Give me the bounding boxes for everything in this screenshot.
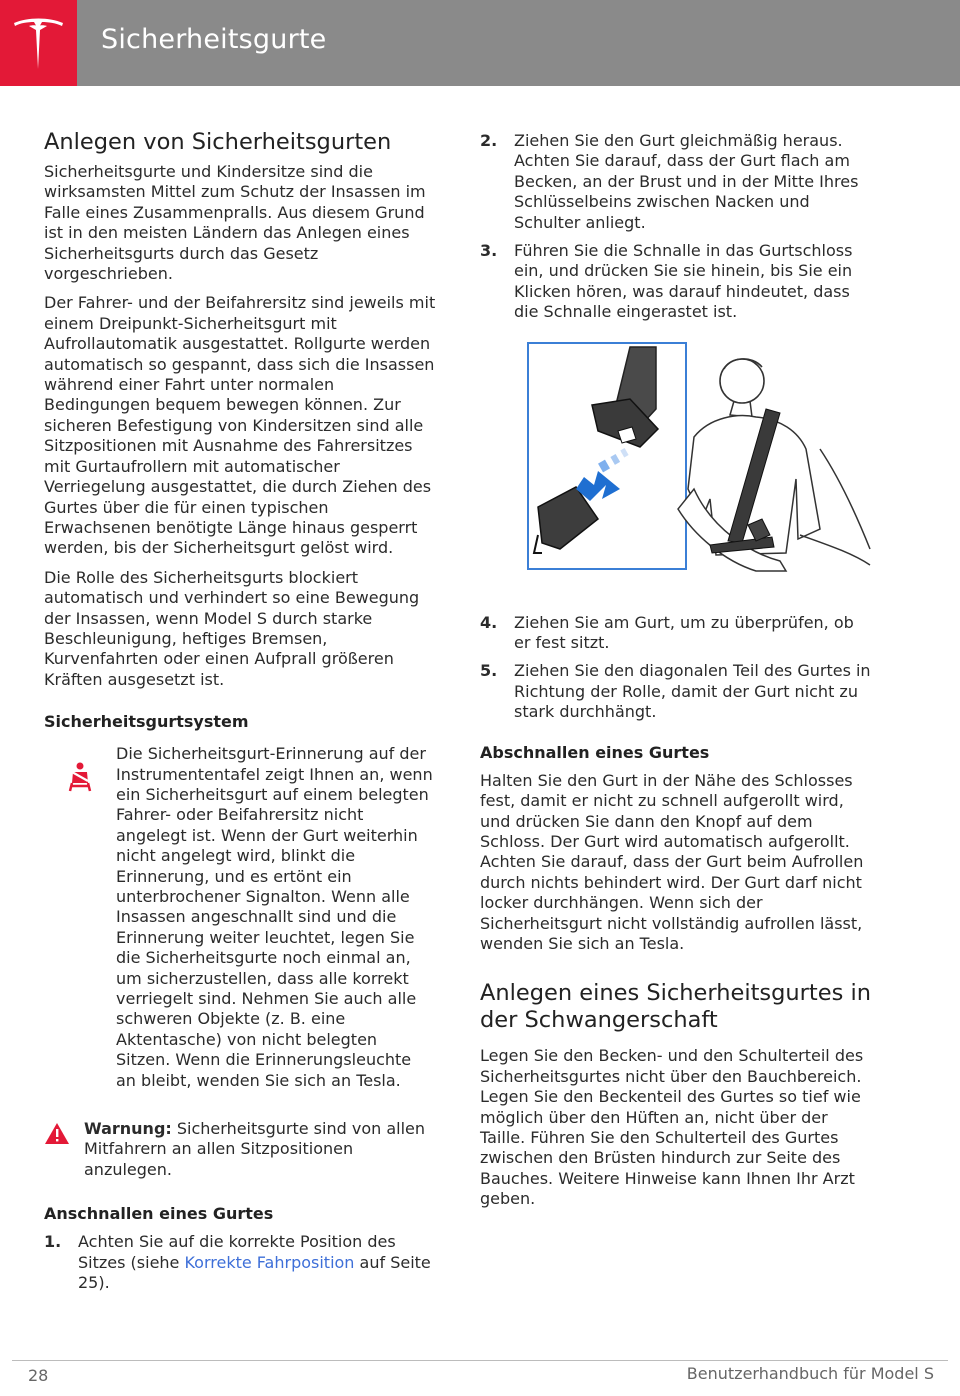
page-title: Sicherheitsgurte: [101, 24, 327, 55]
reminder-note: [44, 744, 436, 1091]
page-number: 28: [28, 1366, 49, 1385]
step-text: Führen Sie die Schnalle in das Gurtschloss ein, und drücken Sie sie hinein, bis Sie ein Klicken hören, was darauf hindeutet, dass die Schnalle eingerastet ist.: [514, 241, 853, 322]
step-text: Ziehen Sie am Gurt, um zu überprüfen, ob er fest sitzt.: [514, 612, 854, 653]
step-item: [480, 241, 872, 323]
left-column: [44, 128, 436, 1302]
step-number: 4.: [480, 612, 498, 632]
page-header: [0, 0, 960, 86]
reminder-note-text: Die Sicherheitsgurt-Erinnerung auf der Instrumententafel zeigt Ihnen an, wenn ein Sicherheitsgurt auf einem belegten Fahrer- oder Beifahrersitz nicht angelegt ist. Wenn der Gurt weiterhin nicht angelegt wird, blinkt die Erinnerung, und es ertönt ein unterbrochener Signalton. Wenn alle Insassen angeschnallt sind und die Erinnerung weiter leuchtet, legen Sie die Sicherheitsgurte noch einmal an, um sicherzustellen, dass alle korrekt verriegelt sind. Nehmen Sie auch alle schweren Objekte (z. B. eine Aktentasche) von nicht belegten Sitzen. Wenn die Erinnerungsleuchte an bleibt, wenden Sie sich an Tesla.: [116, 744, 433, 1090]
intro-paragraph: Sicherheitsgurte und Kindersitze sind die wirksamsten Mittel zum Schutz der Insassen im Falle eines Zusammenpralls. Aus diesem Grund ist in den meisten Ländern das Anlegen eines Sicherheitsgurts durch das Gesetz vorgeschrieben.: [44, 162, 426, 284]
warning-text: Sicherheitsgurte sind von allen Mitfahrern an allen Sitzpositionen anzulegen.: [84, 1119, 426, 1179]
fahrposition-link[interactable]: Korrekte Fahrposition: [184, 1252, 355, 1272]
manual-title: Benutzerhandbuch für Model S: [686, 1364, 934, 1383]
warning-label: Warnung:: [84, 1119, 172, 1139]
step-number: 2.: [480, 131, 498, 150]
step-item: [44, 1232, 436, 1293]
body-paragraph: Die Rolle des Sicherheitsgurts blockiert automatisch und verhindert so eine Bewegung der Insassen, wenn Model S durch starke Beschleunigung, heftiges Bremsen, Kurvenfahrten oder einen Aufprall größeren Kräften ausgesetzt ist.: [44, 567, 420, 689]
step-number: 5.: [480, 661, 498, 681]
step-item: [480, 661, 872, 722]
subheading: Sicherheitsgurtsystem: [44, 712, 249, 732]
warning-note: [44, 1119, 436, 1180]
buckle-illustration: [480, 339, 872, 589]
warning-icon: [44, 1122, 70, 1145]
body-paragraph: Der Fahrer- und der Beifahrersitz sind jeweils mit einem Dreipunkt-Sicherheitsgurt mit Aufrollautomatik ausgestattet. Rollgurte werden automatisch so gespannt, dass sich die Insassen während einer Fahrt unter normalen Bedingungen bequem bewegen können. Zur sicheren Befestigung von Kindersitzen sind alle Sitzpositionen mit Ausnahme des Fahrersitzes mit Gurtaufrollern mit automatischer Verriegelung ausgestattet, die durch Ziehen des Gurtes über die für einen typischen Erwachsenen benötigte Länge hinaus gesperrt werden, bis der Sicherheitsgurt gelöst wird.: [44, 293, 436, 558]
seatbelt-illustration: [480, 339, 872, 589]
section-heading: Anlegen eines Sicherheitsgurtes in der Schwangerschaft: [480, 980, 871, 1034]
step-item: [480, 131, 872, 233]
subheading: Anschnallen eines Gurtes: [44, 1204, 274, 1224]
right-column: [480, 131, 872, 1219]
body-paragraph: Halten Sie den Gurt in der Nähe des Schlosses fest, damit er nicht zu schnell aufgerollt wird, und drücken Sie dann den Knopf auf dem Schloss. Der Gurt wird automatisch aufgerollt. Achten Sie darauf, dass der Gurt beim Aufrollen durch nichts behindert wird. Der Gurt darf nicht locker durchhängen. Wenn sich der Sicherheitsgurt nicht vollständig aufrollen lässt, wenden Sie sich an Tesla.: [480, 770, 864, 953]
section-heading: Anlegen von Sicherheitsgurten: [44, 129, 392, 155]
seatbelt-reminder-icon: [68, 762, 92, 792]
step-text: auf Seite 25).: [78, 1252, 431, 1293]
body-paragraph: Legen Sie den Becken- und den Schulterteil des Sicherheitsgurtes nicht über den Bauchbereich. Legen Sie den Beckenteil des Gurtes so tief wie möglich über den Hüften an, nicht über der Taille. Führen Sie den Schulterteil des Gurtes zwischen den Brüsten hindurch zur Seite des Bauches. Weitere Hinweise kann Ihnen Ihr Arzt geben.: [480, 1046, 864, 1209]
tesla-logo: [0, 0, 77, 86]
step-number: 3.: [480, 241, 498, 261]
subheading: Abschnallen eines Gurtes: [480, 742, 710, 762]
tesla-logo-icon: [12, 17, 65, 71]
step-text: Achten Sie auf die korrekte Position des Sitzes (siehe: [78, 1232, 396, 1272]
step-item: [480, 613, 872, 654]
step-text: Ziehen Sie den diagonalen Teil des Gurtes in Richtung der Rolle, damit der Gurt nicht zu stark durchhängt.: [514, 661, 871, 722]
step-text: Ziehen Sie den Gurt gleichmäßig heraus. Achten Sie darauf, dass der Gurt flach am Becken, an der Brust und in der Mitte Ihres Schlüsselbeins zwischen Nacken und Schulter anliegt.: [514, 131, 859, 232]
step-number: 1.: [44, 1232, 62, 1252]
footer-divider: [12, 1360, 948, 1361]
